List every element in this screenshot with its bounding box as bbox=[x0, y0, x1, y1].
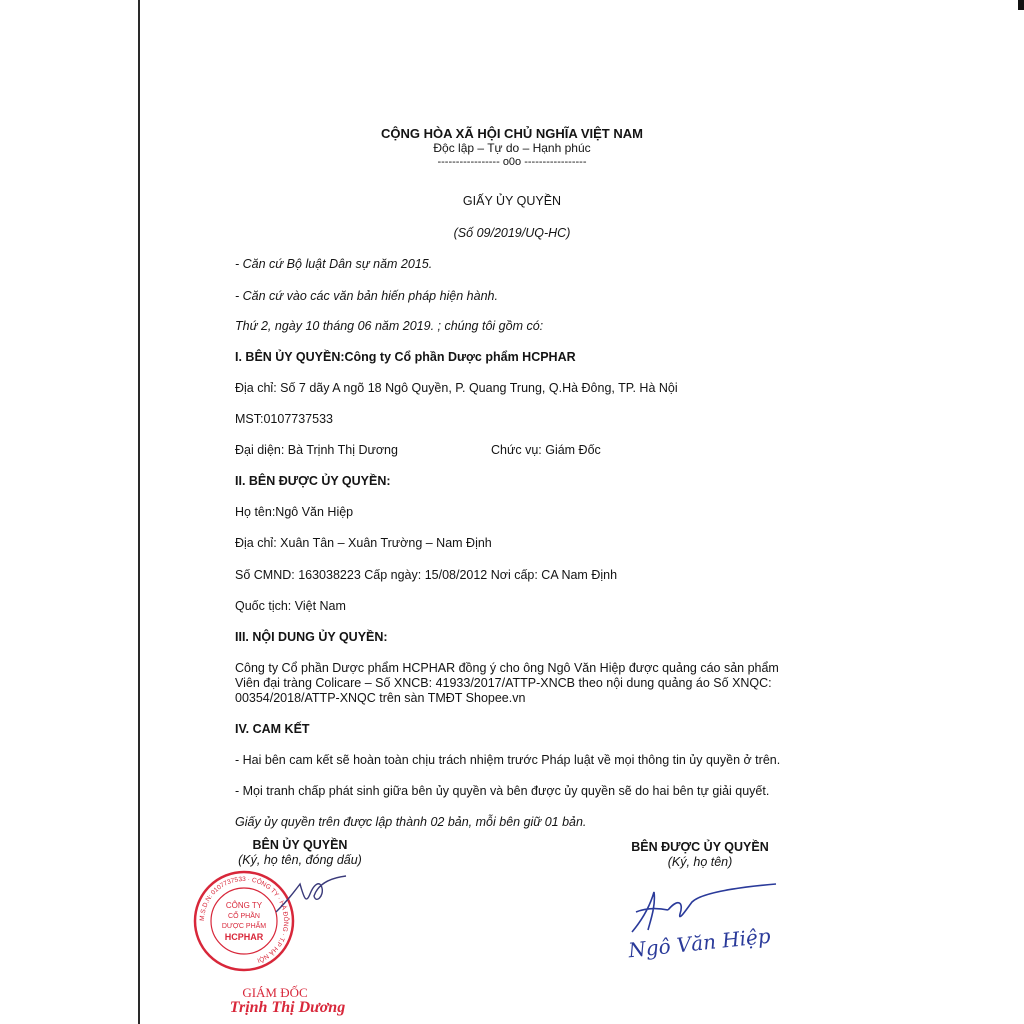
content-line-1: Công ty Cổ phần Dược phẩm HCPHAR đồng ý cho ông Ngô Văn Hiệp được quảng cáo sản phẩm bbox=[235, 661, 779, 675]
right-signature-note: (Ký, họ tên) bbox=[667, 855, 733, 869]
director-signature bbox=[270, 870, 350, 920]
party-b-name: Họ tên:Ngô Văn Hiệp bbox=[235, 505, 354, 519]
document-title: GIẤY ỦY QUYỀN bbox=[462, 194, 562, 208]
party-a-representative: Đại diện: Bà Trịnh Thị Dương bbox=[235, 443, 398, 457]
legal-basis-2: - Căn cứ vào các văn bản hiến pháp hiện hành. bbox=[235, 289, 498, 303]
stamp-director-name: Trịnh Thị Dương bbox=[229, 999, 346, 1016]
stamp-line-4: HCPHAR bbox=[224, 932, 264, 942]
left-signature-title: BÊN ỦY QUYỀN bbox=[252, 838, 348, 852]
corner-mark bbox=[1018, 0, 1024, 10]
content-line-3: 00354/2018/ATTP-XNQC trên sàn TMĐT Shopee.vn bbox=[235, 691, 526, 705]
party-b-nationality: Quốc tịch: Việt Nam bbox=[235, 599, 346, 613]
party-b-id-card: Số CMND: 163038223 Cấp ngày: 15/08/2012 Nơi cấp: CA Nam Định bbox=[235, 568, 618, 582]
party-a-position: Chức vụ: Giám Đốc bbox=[491, 443, 601, 457]
date-line: Thứ 2, ngày 10 tháng 06 năm 2019. ; chúng tôi gồm có: bbox=[235, 319, 544, 333]
recipient-handwritten-name: Ngô Văn Hiệp bbox=[627, 923, 772, 963]
party-b-address: Địa chỉ: Xuân Tân – Xuân Trường – Nam Định bbox=[235, 536, 492, 550]
commitment-line-1: - Hai bên cam kết sẽ hoàn toàn chịu trách nhiệm trước Pháp luật về mọi thông tin ủy quyền ở trên. bbox=[235, 753, 781, 767]
paper-edge bbox=[138, 0, 140, 1024]
stamp-line-2: CỔ PHẦN bbox=[228, 913, 260, 920]
party-a-address: Địa chỉ: Số 7 dãy A ngõ 18 Ngô Quyền, P. Quang Trung, Q.Hà Đông, TP. Hà Nội bbox=[235, 381, 678, 395]
stamp-director-title: GIÁM ĐỐC bbox=[242, 985, 308, 1000]
party-a-heading: I. BÊN ỦY QUYỀN:Công ty Cổ phần Dược phẩm HCPHAR bbox=[235, 350, 576, 364]
legal-basis-1: - Căn cứ Bộ luật Dân sự năm 2015. bbox=[235, 257, 433, 271]
party-b-heading: II. BÊN ĐƯỢC ỦY QUYỀN: bbox=[235, 474, 391, 488]
left-signature-note: (Ký, họ tên, đóng dấu) bbox=[238, 853, 362, 867]
commitment-heading: IV. CAM KẾT bbox=[235, 722, 310, 736]
right-signature-title: BÊN ĐƯỢC ỦY QUYỀN bbox=[631, 840, 769, 854]
content-heading: III. NỘI DUNG ỦY QUYỀN: bbox=[235, 630, 388, 644]
copies-note: Giấy ủy quyền trên được lập thành 02 bản, mỗi bên giữ 01 bản. bbox=[235, 815, 587, 829]
stamp-ring-text: M.S.D.N: 0107737533 · CÔNG TY · HÀ ĐÔNG · T.P HÀ NỘI bbox=[198, 875, 290, 964]
country-heading: CỘNG HÒA XÃ HỘI CHỦ NGHĨA VIỆT NAM bbox=[381, 126, 643, 141]
content-line-2: Viên đại tràng Colicare – Số XNCB: 41933/2017/ATTP-XNCB theo nội dung quảng áo Số XNQC: bbox=[235, 676, 772, 690]
motto: Độc lập – Tự do – Hạnh phúc bbox=[433, 141, 591, 155]
stamp-line-3: DƯỢC PHẨM bbox=[221, 923, 267, 930]
party-a-tax-id: MST:0107737533 bbox=[235, 412, 333, 426]
document-number: (Số 09/2019/UQ-HC) bbox=[453, 226, 571, 240]
commitment-line-2: - Mọi tranh chấp phát sinh giữa bên ủy quyền và bên được ủy quyền sẽ do hai bên tự giải quyết. bbox=[235, 784, 770, 798]
header-divider: ----------------- o0o ----------------- bbox=[437, 156, 587, 168]
stamp-line-1: CÔNG TY bbox=[225, 901, 263, 910]
